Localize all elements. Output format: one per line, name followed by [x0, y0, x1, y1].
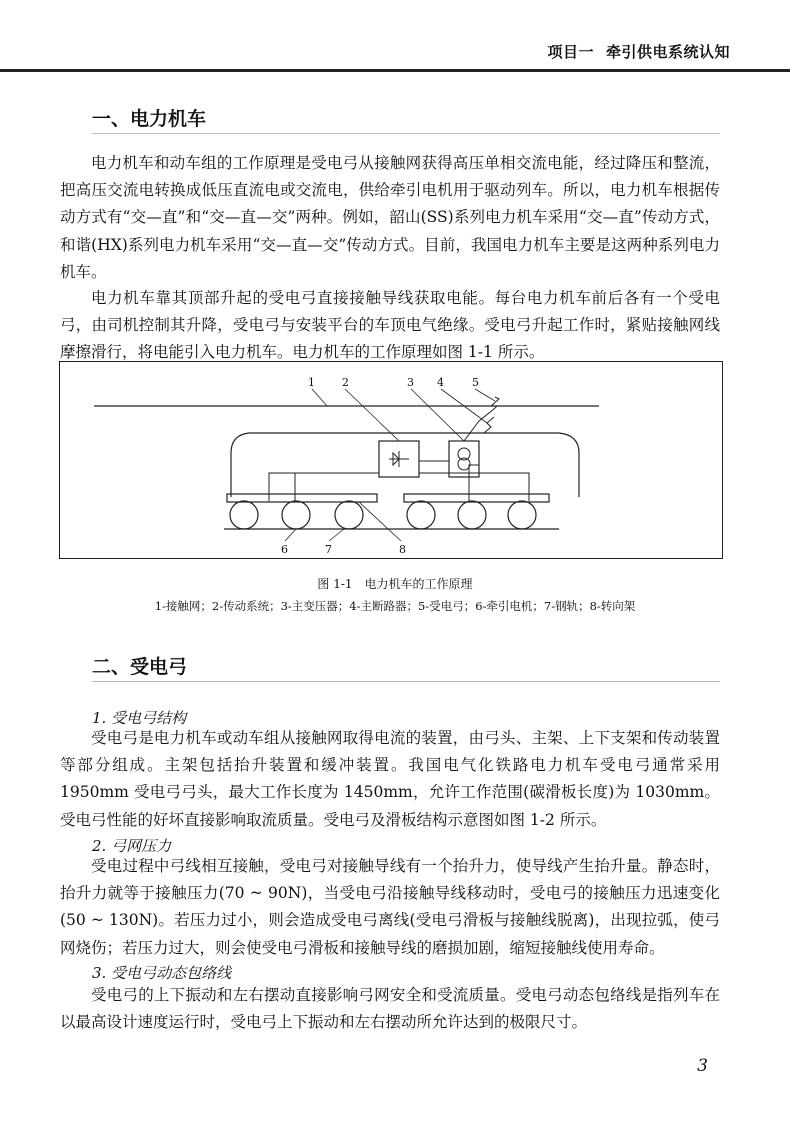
paragraph-structure: 受电弓是电力机车或动车组从接触网取得电流的装置，由弓头、主架、上下支架和传动装置等部分组成。主架包括抬升装置和缓冲装置。我国电气化铁路电力机车受电弓通常采用 1950mm 受电弓弓头，最大工作长度为 1450mm，允许工作范围(碳滑板长度)为 1030mm。受电弓性能的好坏直接影响取流质量。受电弓及滑板结构示意图如图 1-2 所示。	[60, 729, 720, 829]
bogie-rear	[404, 494, 549, 502]
diagram-label-6: 6	[281, 543, 288, 556]
main-breaker	[484, 417, 494, 433]
transmission-line-left	[269, 473, 379, 501]
paragraph-pantograph-contact: 电力机车靠其顶部升起的受电弓直接接触导线获取电能。每台电力机车前后各有一个受电弓，由司机控制其升降，受电弓与安装平台的车顶电气绝缘。受电弓升起工作时，紧贴接触网线摩擦滑行，将电能引入电力机车。电力机车的工作原理如图 1-1 所示。	[60, 289, 720, 362]
paragraph-principle: 电力机车和动车组的工作原理是受电弓从接触网获得高压单相交流电能，经过降压和整流，把高压交流电转换成低压直流电或交流电，供给牵引电机用于驱动列车。所以，电力机车根据传动方式有“交—直”和“交—直—交”两种。例如，韶山(SS)系列电力机车采用“交—直”传动方式，和谐(HX)系列电力机车采用“交—直—交”传动方式。目前，我国电力机车主要是这两种系列电力机车。	[60, 154, 720, 281]
subheading-structure: 1. 受电弓结构	[92, 709, 187, 727]
figure-legend: 1-接触网；2-传动系统；3-主变压器；4-主断路器；5-受电弓；6-牵引电机；7-钢轨；8-转向架	[154, 599, 636, 613]
wheel-2	[282, 501, 310, 529]
locomotive-diagram	[59, 361, 723, 559]
section-title-pantograph: 二、受电弓	[92, 656, 188, 678]
section-rule	[92, 681, 720, 682]
chapter-title: 牵引供电系统认知	[605, 43, 730, 61]
bogie-front	[227, 494, 377, 502]
leader-lines	[285, 389, 495, 541]
wheel-3	[335, 501, 363, 529]
wheel-1	[230, 501, 258, 529]
pantograph-arm	[464, 406, 497, 441]
section-title-locomotive: 一、电力机车	[92, 108, 207, 130]
wheel-5	[458, 501, 486, 529]
diagram-label-4: 4	[437, 376, 444, 389]
running-header	[547, 41, 730, 62]
car-body	[231, 433, 579, 497]
wheel-6	[508, 501, 536, 529]
diagram-label-2: 2	[342, 376, 349, 389]
subheading-envelope: 3. 受电弓动态包络线	[92, 964, 232, 982]
diagram-label-7: 7	[325, 543, 332, 556]
subheading-pressure: 2. 弓网压力	[92, 837, 172, 855]
diagram-label-3: 3	[407, 376, 414, 389]
diagram-label-8: 8	[399, 543, 406, 556]
rectifier-symbol	[389, 451, 409, 467]
transformer-box	[449, 441, 479, 477]
chapter-label: 项目一	[547, 43, 594, 61]
section-rule	[92, 133, 720, 134]
transmission-line-right	[419, 461, 529, 501]
wheel-4	[407, 501, 435, 529]
figure-caption: 图 1-1 电力机车的工作原理	[317, 577, 473, 591]
diagram-label-5: 5	[472, 376, 479, 389]
paragraph-envelope: 受电弓的上下振动和左右摆动直接影响弓网安全和受流质量。受电弓动态包络线是指列车在以最高设计速度运行时，受电弓上下振动和左右摆动所允许达到的极限尺寸。	[60, 986, 720, 1032]
header-rule	[0, 69, 790, 72]
paragraph-pressure: 受电过程中弓线相互接触，受电弓对接触导线有一个抬升力，使导线产生抬升量。静态时，抬升力就等于接触压力(70 ~ 90N)，当受电弓沿接触导线移动时，受电弓的接触压力迅速变化(50 ~ 130N)。若压力过小，则会造成受电弓离线(受电弓滑板与接触线脱离)，出现拉弧，使弓网烧伤；若压力过大，则会使受电弓滑板和接触导线的磨损加剧，缩短接触线使用寿命。	[60, 857, 720, 957]
diagram-label-1: 1	[308, 376, 315, 389]
pantograph-head	[491, 397, 499, 406]
page-number: 3	[697, 1056, 708, 1076]
